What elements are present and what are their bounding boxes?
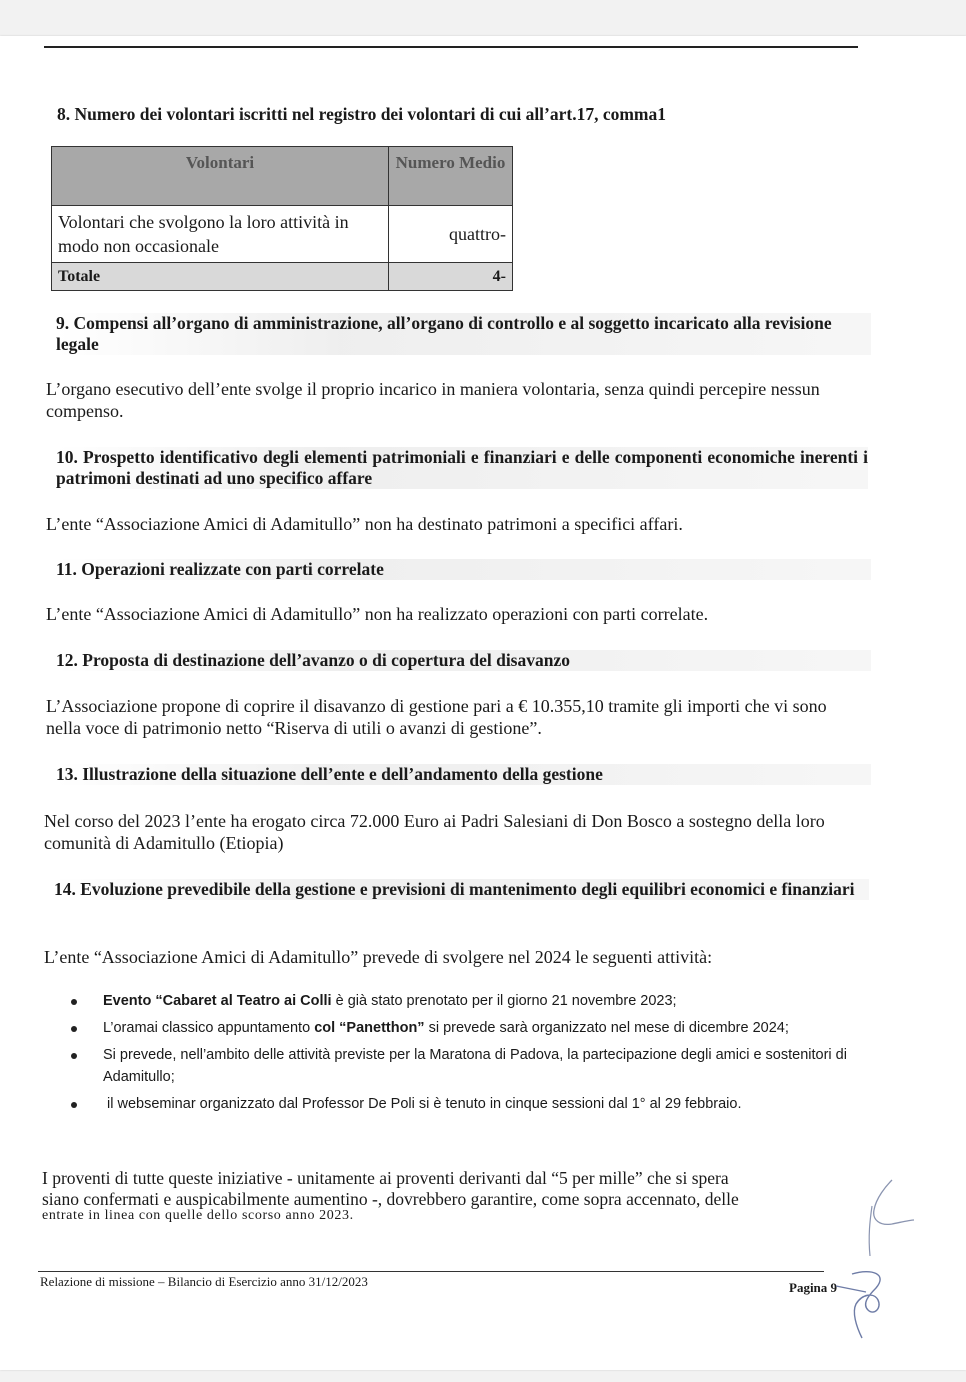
table-header-numero-medio: Numero Medio (389, 147, 513, 206)
handwritten-initials-icon (858, 1176, 918, 1266)
section-9-heading: 9. Compensi all’organo di amministrazione, all’organo di controllo e al soggetto incaricato alla revisione legale (56, 313, 871, 355)
footer-document-title: Relazione di missione – Bilancio di Esercizio anno 31/12/2023 (40, 1274, 368, 1289)
top-rule (44, 46, 858, 48)
section-14-heading: 14. Evoluzione prevedibile della gestione e previsioni di mantenimento degli equilibri economici e finanziari (54, 879, 869, 900)
list-item: L’oramai classico appuntamento col “Panetthon” si prevede sarà organizzato nel mese di dicembre 2024; (66, 1017, 856, 1039)
bullet-icon (71, 1102, 77, 1108)
bullet-icon (71, 1053, 77, 1059)
activities-list (66, 990, 856, 1120)
handwritten-signature-icon (832, 1264, 902, 1344)
list-item: Evento “Cabaret al Teatro ai Colli è già stato prenotato per il giorno 21 novembre 2023; (66, 990, 856, 1012)
footer-page-number: Pagina 9 (789, 1280, 838, 1295)
section-12-text: L’Associazione propone di coprire il disavanzo di gestione pari a € 10.355,10 tramite gli importi che vi sono nella voce di patrimonio netto “Riserva di utili o avanzi di gestione”. (46, 696, 827, 738)
bullet-icon (71, 999, 77, 1005)
volunteers-table (51, 146, 513, 291)
table-cell-row1-value: quattro- (389, 206, 513, 263)
table-cell-row1-label: Volontari che svolgono la loro attività in modo non occasionale (52, 206, 389, 263)
section-9-text: L’organo esecutivo dell’ente svolge il proprio incarico in maniera volontaria, senza quindi percepire nessun compenso. (46, 379, 820, 421)
section-13-text: Nel corso del 2023 l’ente ha erogato circa 72.000 Euro ai Padri Salesiani di Don Bosco a sostegno della loro comunità di Adamitullo (Etiopia) (44, 811, 825, 853)
table-cell-total-label: Totale (52, 263, 389, 291)
table-header-volontari: Volontari (52, 147, 389, 206)
section-11-text: L’ente “Associazione Amici di Adamitullo” non ha realizzato operazioni con parti correlate. (46, 604, 709, 624)
closing-line-3: entrate in linea con quelle dello scorso anno 2023. (42, 1208, 354, 1223)
section-10-text: L’ente “Associazione Amici di Adamitullo” non ha destinato patrimoni a specifici affari. (46, 514, 683, 534)
section-14-intro: L’ente “Associazione Amici di Adamitullo” prevede di svolgere nel 2024 le seguenti attività: (44, 947, 713, 967)
section-13-heading: 13. Illustrazione della situazione dell’ente e dell’andamento della gestione (56, 764, 871, 785)
list-item: il webseminar organizzato dal Professor De Poli si è tenuto in cinque sessioni dal 1° al 29 febbraio. (66, 1093, 856, 1115)
list-item: Si prevede, nell’ambito delle attività previste per la Maratona di Padova, la partecipazione degli amici e sostenitori di Adamitullo; (66, 1044, 856, 1088)
section-10-heading: 10. Prospetto identificativo degli elementi patrimoniali e finanziari e delle componenti economiche inerenti i patrimoni destinati ad uno specifico affare (56, 447, 868, 488)
closing-line-1: I proventi di tutte queste iniziative - unitamente ai proventi derivanti dal “5 per mille” che si spera (42, 1168, 729, 1188)
section-8-heading: 8. Numero dei volontari iscritti nel registro dei volontari di cui all’art.17, comma1 (57, 104, 667, 124)
table-cell-total-value: 4- (389, 263, 513, 291)
bullet-icon (71, 1026, 77, 1032)
document-page (0, 36, 966, 1370)
footer-rule (38, 1271, 824, 1272)
closing-line-2: siano confermati e auspicabilmente aumentino -, dovrebbero garantire, come sopra accennato, delle (42, 1189, 739, 1209)
section-11-heading: 11. Operazioni realizzate con parti correlate (56, 559, 871, 580)
section-12-heading: 12. Proposta di destinazione dell’avanzo o di copertura del disavanzo (56, 650, 871, 671)
